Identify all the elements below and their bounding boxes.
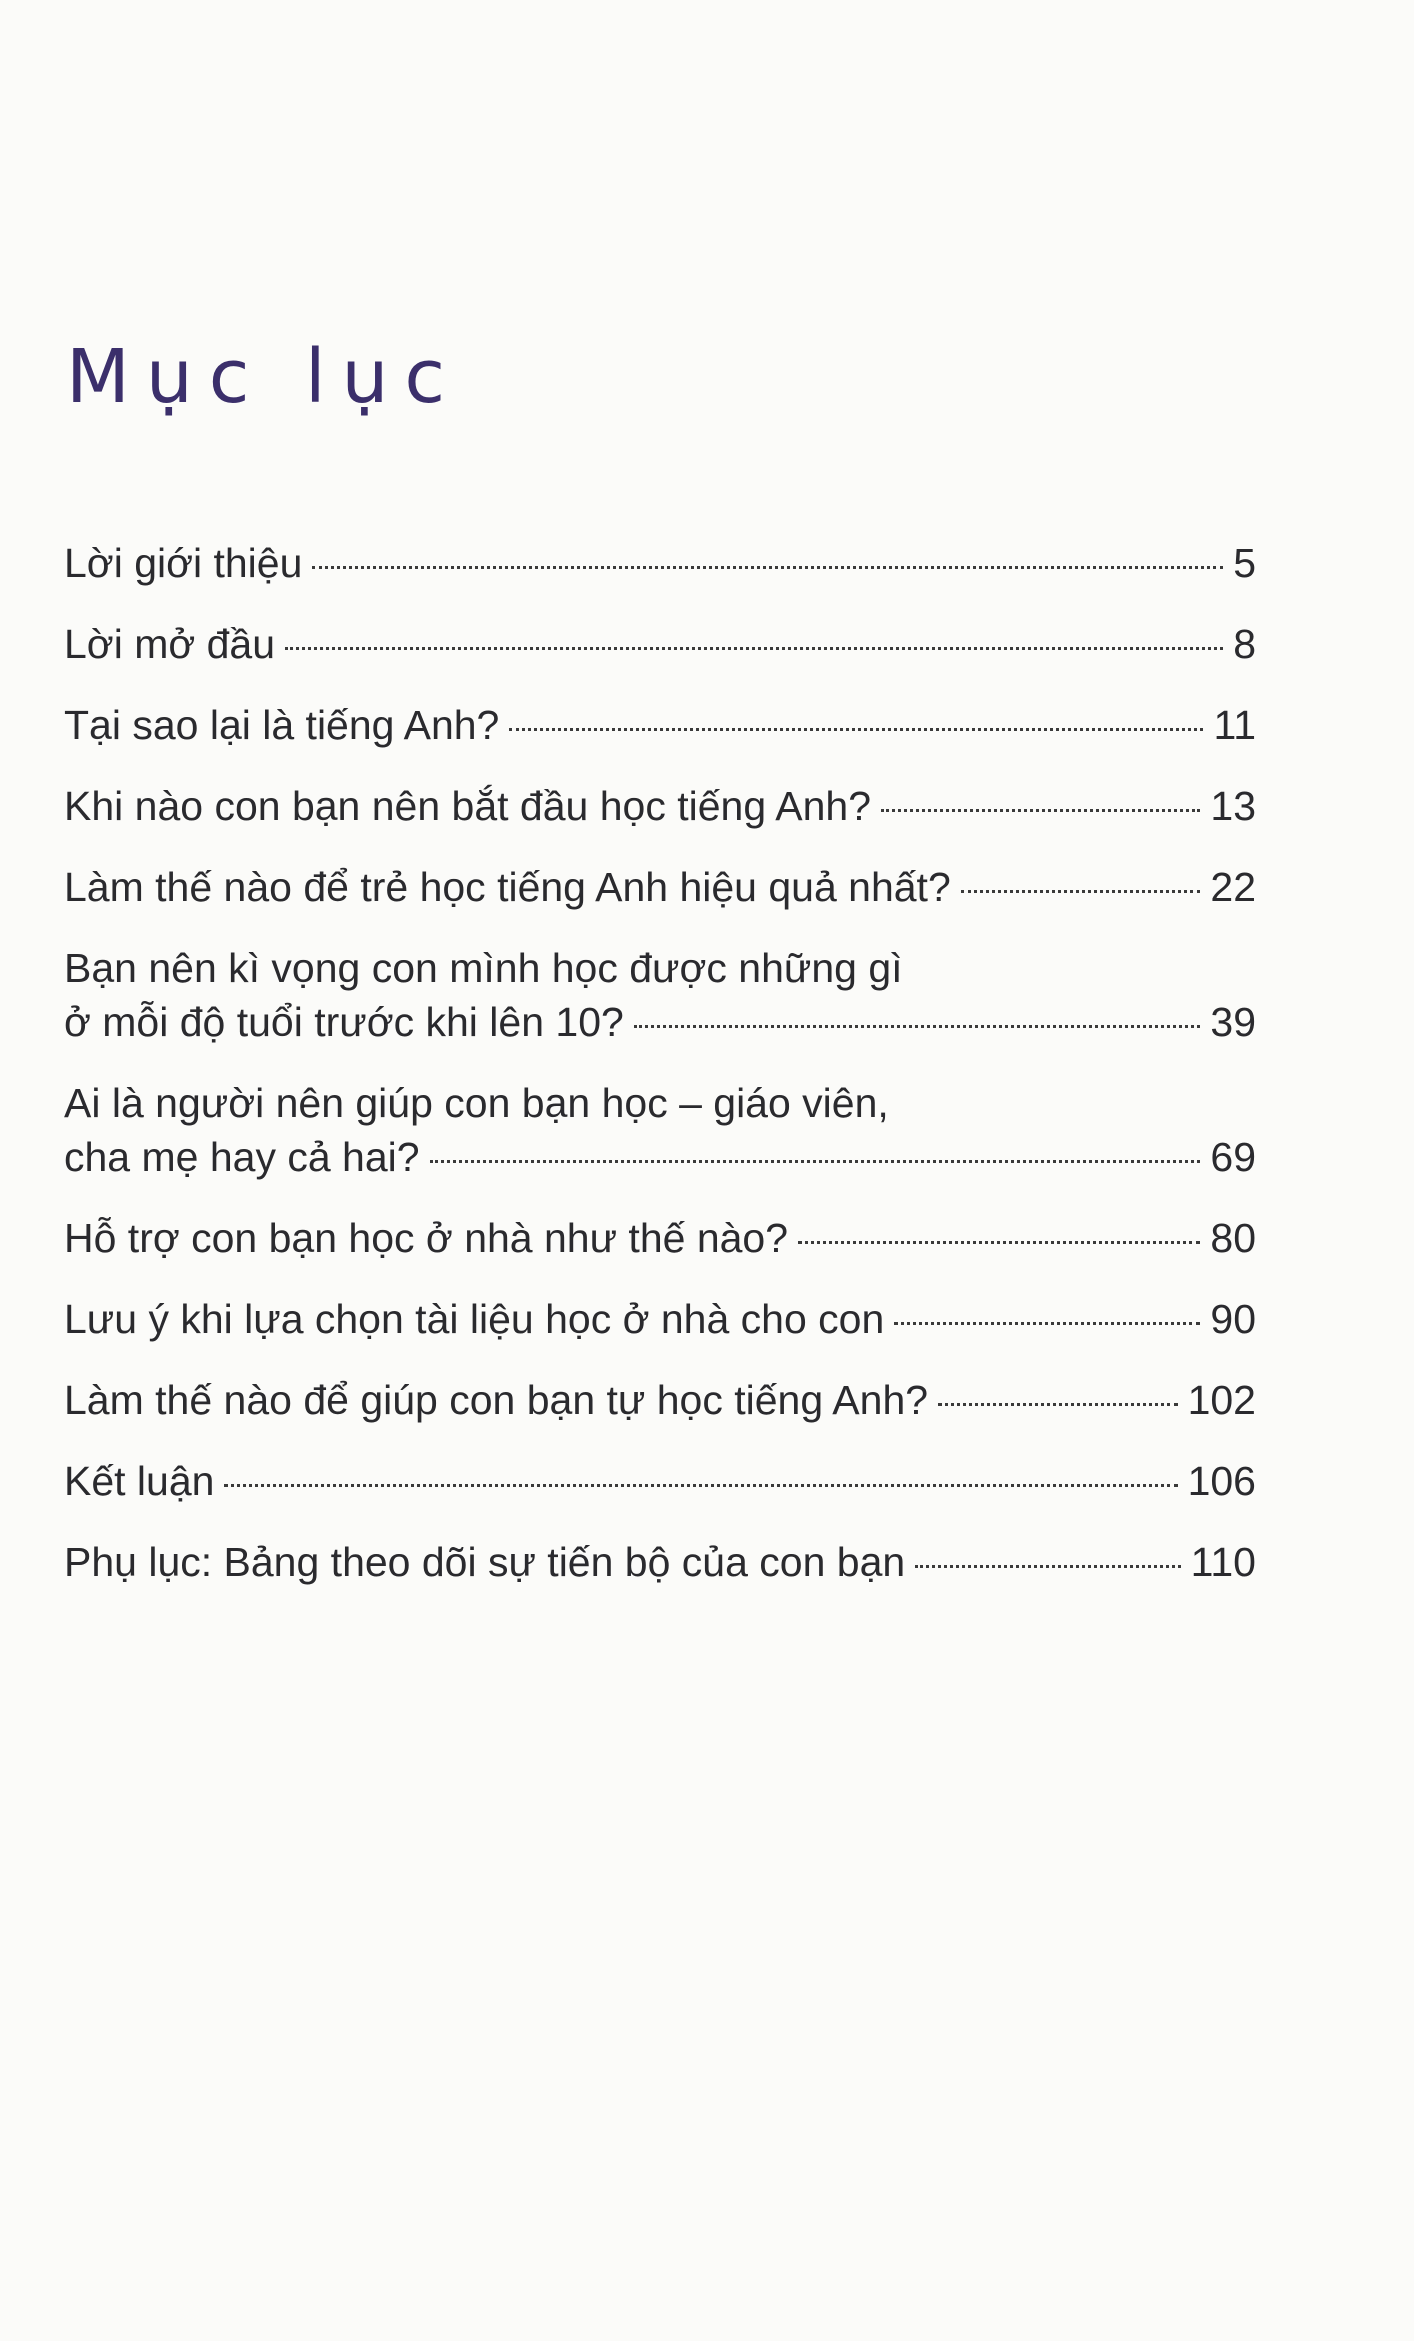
toc-entry-page: 11: [1213, 702, 1256, 748]
toc-entry-title: ở mỗi độ tuổi trước khi lên 10?: [64, 999, 624, 1045]
toc-entry-page: 5: [1233, 540, 1256, 586]
dot-leader: [798, 1241, 1200, 1244]
dot-leader: [509, 728, 1203, 731]
toc-entry[interactable]: [64, 536, 1256, 590]
dot-leader: [312, 566, 1223, 569]
toc-entry[interactable]: [64, 1292, 1256, 1346]
toc-entry[interactable]: [64, 1454, 1256, 1508]
toc-entry-page: 22: [1210, 864, 1256, 910]
toc-entry-page: 102: [1187, 1377, 1256, 1423]
toc-entry[interactable]: [64, 1373, 1256, 1427]
toc-entry-page: 13: [1210, 783, 1256, 829]
toc-entry[interactable]: [64, 941, 1256, 1049]
toc-entry-page: 106: [1187, 1458, 1256, 1504]
dot-leader: [938, 1403, 1178, 1406]
toc-entry[interactable]: [64, 1076, 1256, 1184]
toc-entry-page: 80: [1210, 1215, 1256, 1261]
toc-entry[interactable]: [64, 860, 1256, 914]
toc-entry-title: Lưu ý khi lựa chọn tài liệu học ở nhà cho con: [64, 1296, 885, 1342]
toc-entry-title: Làm thế nào để giúp con bạn tự học tiếng Anh?: [64, 1377, 929, 1423]
toc-entry-title: Phụ lục: Bảng theo dõi sự tiến bộ của con bạn: [64, 1539, 906, 1585]
toc-entry-title: Kết luận: [64, 1458, 215, 1504]
dot-leader: [224, 1484, 1177, 1487]
toc-entry[interactable]: [64, 698, 1256, 752]
toc-entry-title: Lời mở đầu: [64, 621, 276, 667]
dot-leader: [915, 1565, 1180, 1568]
toc-entry[interactable]: [64, 617, 1256, 671]
dot-leader: [894, 1322, 1200, 1325]
toc-entry[interactable]: [64, 1211, 1256, 1265]
toc-entry-title: Tại sao lại là tiếng Anh?: [64, 702, 500, 748]
toc-entry-title: Làm thế nào để trẻ học tiếng Anh hiệu quả nhất?: [64, 864, 951, 910]
toc-entry-page: 8: [1233, 621, 1256, 667]
toc-entry[interactable]: [64, 1535, 1256, 1589]
dot-leader: [881, 809, 1200, 812]
dot-leader: [285, 647, 1223, 650]
toc-entry-title: Lời giới thiệu: [64, 540, 303, 586]
toc-entry-title-line1: Bạn nên kì vọng con mình học được những gì: [64, 945, 903, 991]
table-of-contents: [64, 536, 1256, 1616]
toc-entry-page: 69: [1210, 1134, 1256, 1180]
dot-leader: [634, 1025, 1201, 1028]
dot-leader: [961, 890, 1201, 893]
page-title: Mục lục: [66, 334, 462, 420]
dot-leader: [430, 1160, 1201, 1163]
toc-entry-page: 39: [1210, 999, 1256, 1045]
toc-entry-page: 110: [1190, 1539, 1256, 1585]
toc-entry-title-line1: Ai là người nên giúp con bạn học – giáo viên,: [64, 1080, 889, 1126]
toc-entry-page: 90: [1210, 1296, 1256, 1342]
toc-entry-title: Khi nào con bạn nên bắt đầu học tiếng Anh?: [64, 783, 872, 829]
toc-entry-title: Hỗ trợ con bạn học ở nhà như thế nào?: [64, 1215, 789, 1261]
toc-entry[interactable]: [64, 779, 1256, 833]
toc-entry-title: cha mẹ hay cả hai?: [64, 1134, 420, 1180]
